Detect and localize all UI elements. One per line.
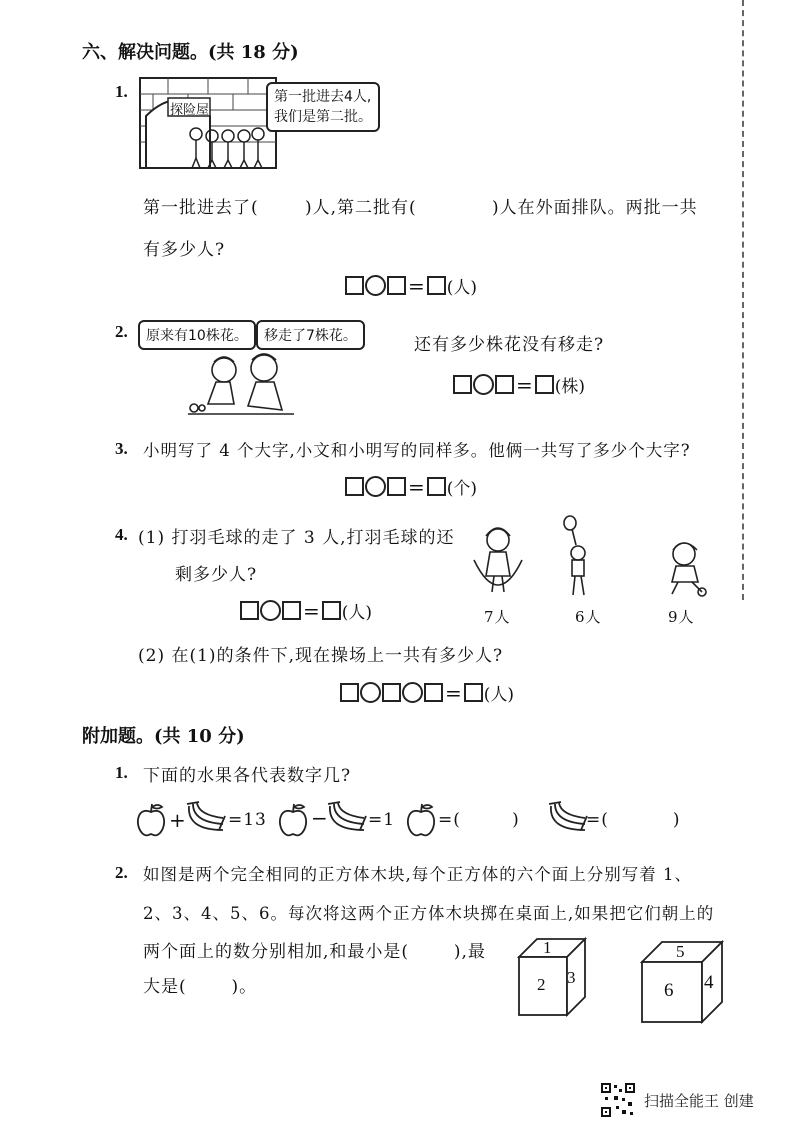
- q4-sub1-line1: (1) 打羽毛球的走了 3 人,打羽毛球的还: [138, 528, 455, 548]
- q3-text: 小明写了 4 个大字,小文和小明写的同样多。他俩一共写了多少个大字?: [143, 441, 691, 460]
- banana-icon: [324, 800, 368, 836]
- binding-line: [742, 0, 752, 600]
- q4-sub2-text: (2) 在(1)的条件下,现在操场上一共有多少人?: [138, 646, 504, 666]
- answer-box[interactable]: [387, 477, 406, 496]
- q4-sub1-equation: = (人): [240, 598, 372, 623]
- extra-q2-line3: 两个面上的数分别相加,和最小是( ),最: [143, 942, 486, 962]
- cube-1: [517, 935, 587, 1017]
- operator-circle[interactable]: [473, 374, 494, 395]
- extra-q2-line2: 2、3、4、5、6。每次将这两个正方体木块掷在桌面上,如果把它们朝上的: [143, 904, 715, 923]
- extra-section-title: 附加题。(共 10 分): [82, 726, 245, 747]
- q2-question: 还有多少株花没有移走?: [414, 335, 605, 355]
- unit-label: (个): [446, 479, 478, 499]
- count-label-badminton: 6人: [575, 608, 602, 626]
- cube1-top: 1: [543, 938, 552, 957]
- cube2-front: 6: [664, 980, 674, 1001]
- unit-label: (株): [554, 377, 586, 397]
- answer-box[interactable]: [240, 601, 259, 620]
- q4-sub2-equation: = (人): [340, 680, 514, 705]
- operator-circle[interactable]: [260, 600, 281, 621]
- plus-sign: +: [169, 808, 186, 832]
- explore-house-illustration: [138, 76, 278, 171]
- q1-equation: = (人): [345, 273, 477, 298]
- unit-label: (人): [341, 603, 373, 623]
- extra-q2-number: 2.: [115, 863, 128, 882]
- answer-box[interactable]: [495, 375, 514, 394]
- operator-circle[interactable]: [365, 476, 386, 497]
- badminton-boy-icon: [558, 515, 598, 600]
- speech-bubble: [266, 82, 380, 132]
- cube1-front: 2: [537, 975, 546, 994]
- watermark-text: 扫描全能王 创建: [644, 1092, 754, 1110]
- bubble-original: 原来有10株花。: [138, 320, 256, 350]
- children-planting-illustration: [186, 352, 296, 416]
- q1-text-c: )人在外面排队。两批一共: [492, 198, 698, 218]
- apple-icon: [404, 802, 438, 838]
- running-boy-icon: [662, 540, 712, 598]
- extra-q1-number: 1.: [115, 763, 128, 782]
- section-title: 六、解决问题。(共 18 分): [82, 42, 299, 63]
- answer-box[interactable]: [427, 477, 446, 496]
- answer-box[interactable]: [464, 683, 483, 702]
- minus-sign: −: [311, 806, 328, 830]
- unit-label: (人): [483, 685, 515, 705]
- operator-circle[interactable]: [365, 275, 386, 296]
- eq1-result: =13: [228, 810, 267, 830]
- answer-box[interactable]: [535, 375, 554, 394]
- answer-box[interactable]: [453, 375, 472, 394]
- q1-text-a: 第一批进去了(: [143, 198, 259, 218]
- eq2-result: =1: [368, 810, 396, 830]
- banana-icon: [545, 800, 589, 836]
- answer-box[interactable]: [345, 276, 364, 295]
- q4-number: 4.: [115, 525, 128, 544]
- answer-box[interactable]: [322, 601, 341, 620]
- bubble-line-2: 我们是第二批。: [274, 109, 372, 125]
- answer-box[interactable]: [424, 683, 443, 702]
- answer-box[interactable]: [382, 683, 401, 702]
- operator-circle[interactable]: [360, 682, 381, 703]
- unit-label: (人): [446, 278, 478, 298]
- answer-box[interactable]: [340, 683, 359, 702]
- operator-circle[interactable]: [402, 682, 423, 703]
- q1-text-d: 有多少人?: [143, 240, 226, 260]
- count-label-running: 9人: [668, 608, 695, 626]
- apple-answer-blank[interactable]: =( ): [438, 810, 520, 830]
- apple-icon: [276, 802, 310, 838]
- banana-answer-blank[interactable]: =( ): [586, 810, 681, 830]
- q4-sub1-line2: 剩多少人?: [175, 565, 258, 585]
- cube2-top: 5: [676, 942, 685, 961]
- banana-icon: [183, 800, 227, 836]
- house-sign: 探险屋: [170, 103, 210, 118]
- q3-equation: = (个): [345, 474, 477, 499]
- answer-box[interactable]: [427, 276, 446, 295]
- answer-box[interactable]: [282, 601, 301, 620]
- bubble-removed: 移走了7株花。: [256, 320, 365, 350]
- qr-code-icon: [600, 1082, 636, 1118]
- count-label-jumprope: 7人: [484, 608, 511, 626]
- q2-equation: = (株): [453, 372, 585, 397]
- cube2-side: 4: [704, 972, 714, 993]
- answer-box[interactable]: [345, 477, 364, 496]
- extra-q1-text: 下面的水果各代表数字几?: [143, 766, 352, 786]
- q1-number: 1.: [115, 82, 128, 101]
- extra-q2-line4: 大是( )。: [143, 977, 258, 997]
- q3-number: 3.: [115, 439, 128, 458]
- q2-number: 2.: [115, 322, 128, 341]
- q1-text-b: )人,第二批有(: [305, 198, 417, 218]
- cube1-side: 3: [567, 968, 576, 987]
- bubble-line-1: 第一批进去4人,: [274, 89, 372, 105]
- answer-box[interactable]: [387, 276, 406, 295]
- jump-rope-girl-icon: [468, 520, 528, 600]
- extra-q2-line1: 如图是两个完全相同的正方体木块,每个正方体的六个面上分别写着 1、: [143, 865, 692, 884]
- apple-icon: [134, 802, 168, 838]
